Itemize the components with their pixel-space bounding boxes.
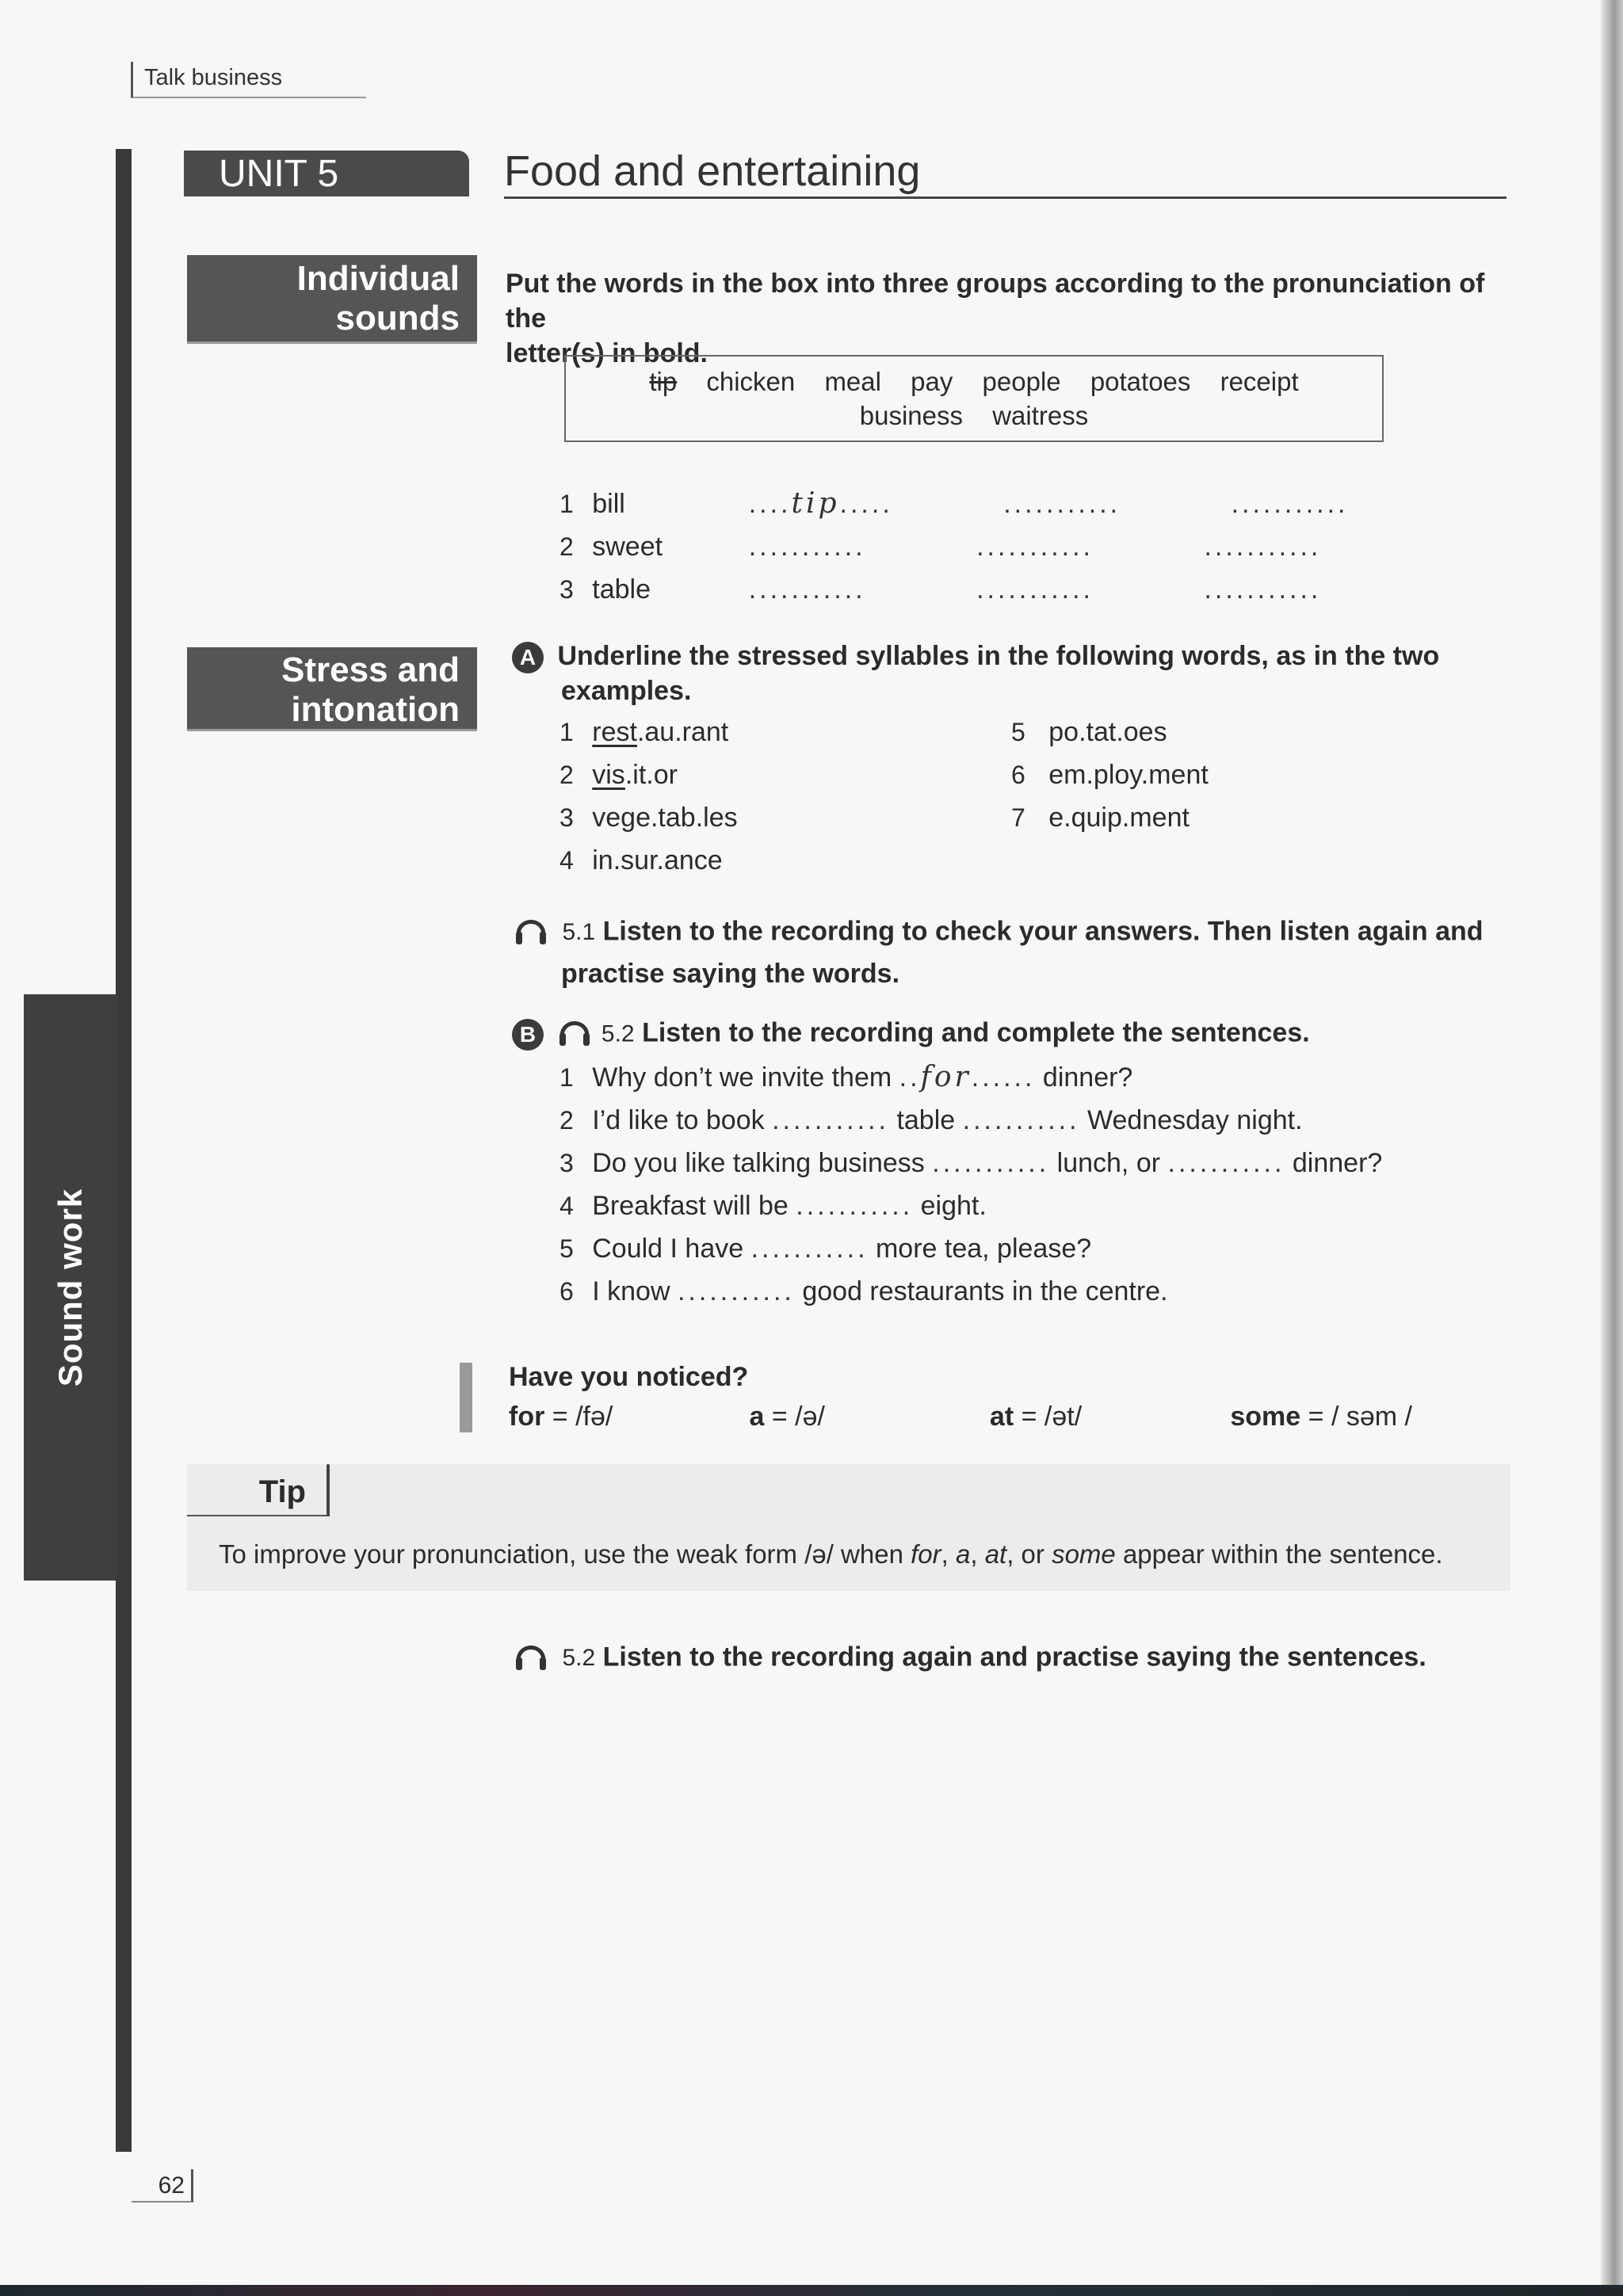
word-box-row-1 xyxy=(566,364,1382,399)
sentence-item: 2 I’d like to book ........... table ........... Wednesday night. xyxy=(559,1105,1303,1135)
answer-blank[interactable]: ........... xyxy=(976,574,1094,605)
tip-box xyxy=(187,1464,1510,1591)
sentence-item: 4 Breakfast will be ........... eight. xyxy=(559,1191,987,1221)
answer-blank[interactable]: ........... xyxy=(750,1234,869,1264)
sound-row-2: 2 sweet ........... ........... ........... xyxy=(559,532,1322,562)
stress-item: 1 rest.au.rant xyxy=(559,717,729,747)
answer-blank[interactable]: ........... xyxy=(748,532,866,562)
answer-blank[interactable]: ..for...... xyxy=(899,1061,1036,1093)
stress-list-left xyxy=(559,715,738,886)
headphones-icon[interactable] xyxy=(556,1011,594,1058)
page-bottom-strip xyxy=(0,2285,1623,2296)
answer-blank[interactable]: ........... xyxy=(1167,1148,1285,1178)
word-box-row-2 xyxy=(566,399,1382,433)
answer-blank[interactable]: ........... xyxy=(1003,489,1121,519)
word-box-item: receipt xyxy=(1220,367,1299,396)
side-tab xyxy=(24,994,117,1581)
final-listen: 5.2 Listen to the recording again and practise saying the sentences. xyxy=(512,1635,1518,1682)
answer-blank[interactable]: ........... xyxy=(796,1191,914,1221)
listen-5-1: 5.1 Listen to the recording to check your answers. Then listen again and practise saying the words. xyxy=(512,910,1518,991)
answer-blank[interactable]: ........... xyxy=(1204,574,1322,605)
noticed-bar xyxy=(460,1363,472,1432)
noticed-title: Have you noticed? xyxy=(509,1362,749,1392)
sound-row-3: 3 table ........... ........... ........... xyxy=(559,574,1322,605)
sentence-item: 5 Could I have ........... more tea, please? xyxy=(559,1234,1092,1264)
answer-blank[interactable]: ........... xyxy=(976,532,1094,562)
side-tab-label: Sound work xyxy=(52,1188,89,1387)
unit-label: UNIT 5 xyxy=(184,151,469,196)
word-box-item: people xyxy=(982,367,1061,396)
tip-text: To improve your pronunciation, use the weak form /ə/ when for, a, at, or some appear within the sentence. xyxy=(219,1539,1443,1569)
have-you-noticed xyxy=(509,1360,1523,1434)
exercise-a-instruction: A Underline the stressed syllables in the following words, as in the two examples. xyxy=(512,639,1518,708)
stress-item: 6 em.ploy.ment xyxy=(1011,760,1209,790)
unit-title: Food and entertaining xyxy=(504,146,1507,199)
answer-blank[interactable]: ........... xyxy=(932,1148,1050,1178)
section-label-stress-intonation: Stress and intonation xyxy=(187,647,477,731)
exercise-b-instruction: B 5.2 Listen to the recording and complete the sentences. xyxy=(512,1011,1518,1058)
section1-instruction: Put the words in the box into three groups according to the pronunciation of the letter(s) in bold. xyxy=(506,269,1485,368)
word-box-item: pay xyxy=(911,367,953,396)
word-box-item: meal xyxy=(824,367,881,396)
sentence-item: 3 Do you like talking business ........... lunch, or ........... dinner? xyxy=(559,1148,1383,1178)
page-edge-shadow xyxy=(1601,0,1623,2296)
stress-item: 4 in.sur.ance xyxy=(559,845,723,875)
page-number: 62 xyxy=(132,2169,193,2203)
stress-list-right xyxy=(1011,715,1209,843)
word-box-item: waitress xyxy=(992,401,1089,430)
word-box-item: tip xyxy=(649,367,678,396)
section-label-individual-sounds: Individual sounds xyxy=(187,255,477,344)
word-box-item: chicken xyxy=(706,367,796,396)
headphones-icon[interactable] xyxy=(512,910,550,956)
word-box-item: potatoes xyxy=(1090,367,1191,396)
answer-blank[interactable]: ........... xyxy=(772,1105,889,1135)
tip-hook xyxy=(327,1464,330,1516)
answer-blank[interactable]: ........... xyxy=(962,1105,1080,1135)
headphones-icon[interactable] xyxy=(512,1635,550,1682)
stress-item: 5 po.tat.oes xyxy=(1011,717,1167,747)
answer-blank[interactable]: ........... xyxy=(748,574,866,605)
sentence-item: 1 Why don’t we invite them ..for...... dinner? xyxy=(559,1061,1133,1093)
answer-blank[interactable]: ........... xyxy=(1204,532,1322,562)
exercise-b-badge: B xyxy=(512,1019,544,1051)
stress-item: 2 vis.it.or xyxy=(559,760,678,790)
answer-blank[interactable]: ........... xyxy=(1231,489,1349,519)
answer-blank[interactable]: ....tip..... xyxy=(748,487,893,520)
word-box-item: business xyxy=(859,401,964,430)
sentence-item: 6 I know ........... good restaurants in the centre. xyxy=(559,1276,1168,1306)
left-margin-bar xyxy=(116,149,132,2152)
sentence-list xyxy=(559,1060,1382,1317)
word-box xyxy=(564,355,1384,442)
stress-item: 3 vege.tab.les xyxy=(559,803,738,833)
noticed-items: for = /fə/ a = /ə/ at = /ət/ some = / səm / xyxy=(509,1402,1412,1432)
stress-item: 7 e.quip.ment xyxy=(1011,803,1190,833)
tip-label: Tip xyxy=(187,1467,330,1516)
answer-blank[interactable]: ........... xyxy=(677,1276,795,1306)
sound-row-1: 1 bill ....tip..... ........... ........... xyxy=(559,487,1349,520)
running-header: Talk business xyxy=(131,62,366,98)
exercise-a-badge: A xyxy=(512,642,544,673)
